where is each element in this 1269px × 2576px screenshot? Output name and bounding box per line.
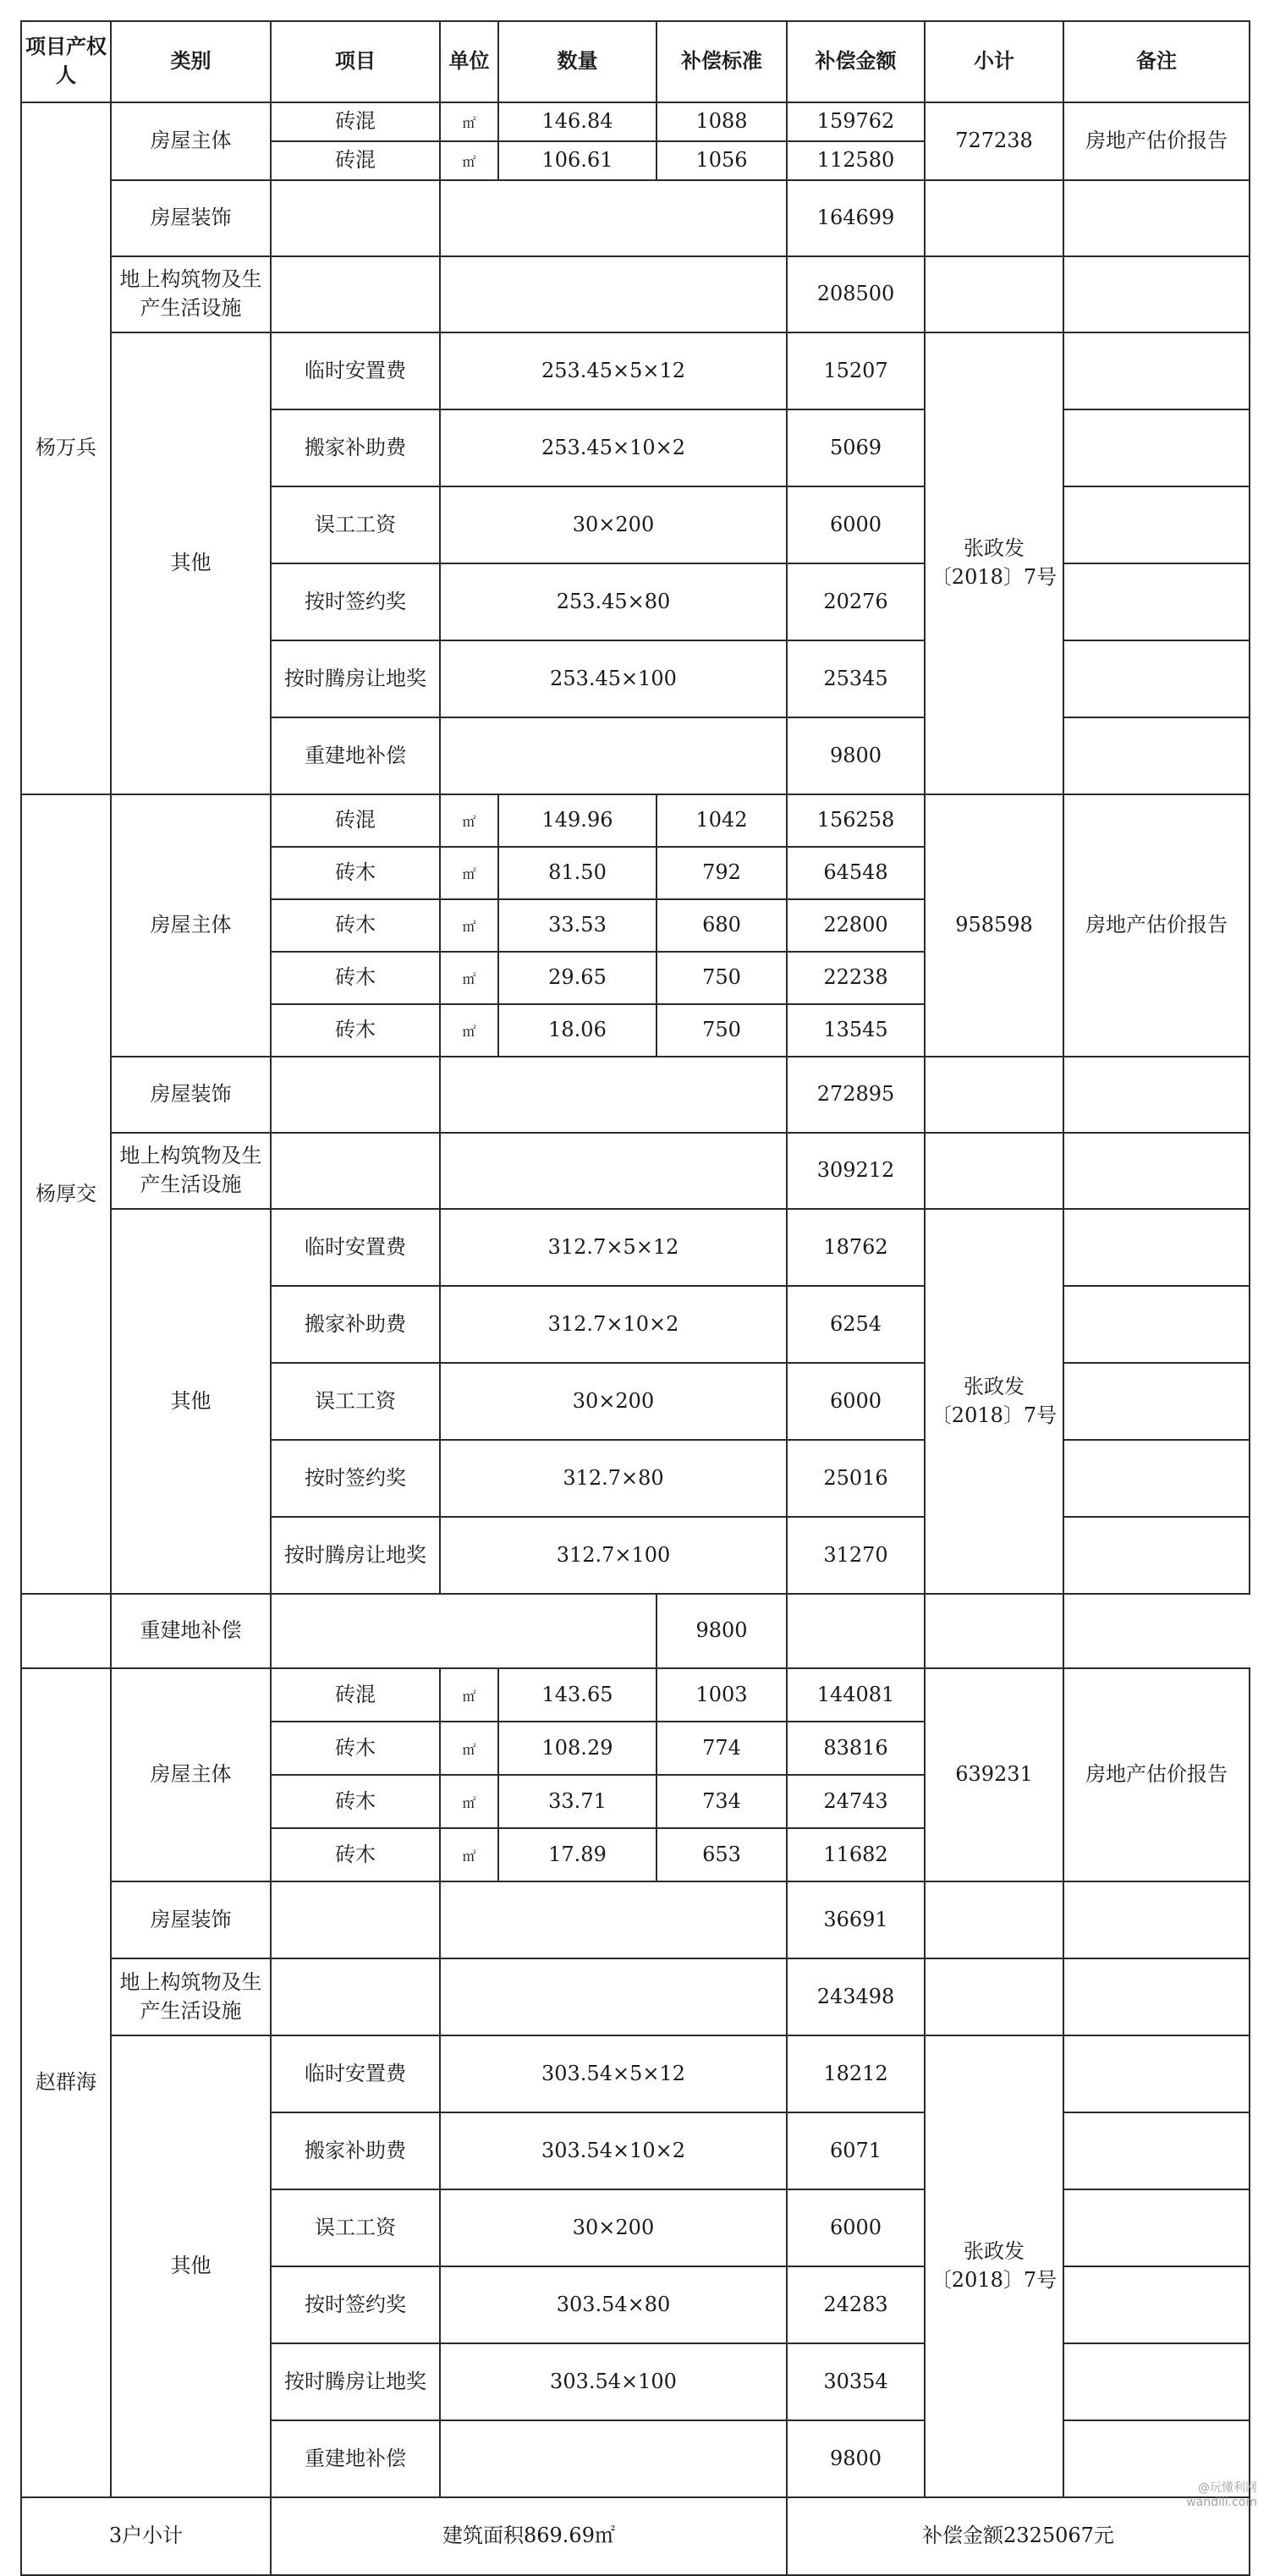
structure-type: 砖混: [271, 1668, 440, 1722]
structure-type: 砖混: [271, 102, 440, 141]
empty-cell: [271, 1958, 440, 2035]
quantity-cell: 33.71: [498, 1775, 656, 1828]
empty-cell: [271, 1133, 440, 1209]
header-row: [21, 21, 1250, 102]
standard-cell: 680: [656, 899, 787, 952]
table-row: [21, 1133, 1250, 1209]
remark-appraisal: 房地产估价报告: [1063, 102, 1250, 180]
structure-type: 砖木: [271, 1828, 440, 1881]
header-remark: 备注: [1063, 21, 1250, 102]
calc-cell: 303.54×10×2: [440, 2112, 787, 2189]
compensation-table: [20, 20, 1250, 2576]
quantity-cell: 33.53: [498, 899, 656, 952]
category-other: 其他: [111, 2035, 271, 2497]
empty-cell: [1063, 1133, 1250, 1209]
empty-cell: [1063, 180, 1250, 256]
calc-cell: 303.54×80: [440, 2266, 787, 2343]
amount-cell: 6000: [787, 1363, 925, 1440]
item-moving: 搬家补助费: [271, 1286, 440, 1363]
subtotal-policy: 张政发〔2018〕7号: [925, 1209, 1063, 1594]
table-row: [21, 1594, 1250, 1668]
empty-cell: [1063, 1363, 1250, 1440]
item-lost_wages: 误工工资: [271, 1363, 440, 1440]
table-row: [21, 1881, 1250, 1958]
empty-cell: [440, 1958, 787, 2035]
amount-cell: 6000: [787, 2189, 925, 2266]
empty-cell: [1063, 1440, 1250, 1517]
empty-cell: [1063, 1881, 1250, 1958]
empty-cell: [925, 1594, 1063, 1668]
unit-sqm: ㎡: [462, 919, 476, 936]
quantity-cell: 106.61: [498, 141, 656, 180]
amount-cell: 31270: [787, 1517, 925, 1594]
header-amount: 补偿金额: [787, 21, 925, 102]
quantity-cell: 143.65: [498, 1668, 656, 1722]
amount-cell: 156258: [787, 794, 925, 847]
empty-cell: [925, 1881, 1063, 1958]
unit-cell: [440, 794, 498, 847]
item-rebuild: 重建地补偿: [111, 1594, 271, 1668]
item-temp_resettle: 临时安置费: [271, 332, 440, 409]
unit-cell: [440, 1722, 498, 1775]
amount-cell: 9800: [656, 1594, 787, 1668]
empty-cell: [440, 1881, 787, 1958]
unit-sqm: ㎡: [462, 154, 476, 171]
empty-cell: [787, 1594, 925, 1668]
amount-cell: 13545: [787, 1004, 925, 1057]
unit-sqm: ㎡: [462, 1794, 476, 1811]
item-vacate_bonus: 按时腾房让地奖: [271, 640, 440, 717]
amount-cell: 9800: [787, 717, 925, 794]
empty-cell: [440, 1133, 787, 1209]
owner-name: 杨万兵: [21, 102, 111, 794]
item-sign_bonus: 按时签约奖: [271, 563, 440, 640]
amount-cell: 30354: [787, 2343, 925, 2420]
standard-cell: 792: [656, 847, 787, 899]
empty-cell: [271, 1881, 440, 1958]
subtotal-cell: 958598: [925, 794, 1063, 1057]
empty-cell: [271, 1057, 440, 1133]
header-unit: 单位: [440, 21, 498, 102]
category-house-main: 房屋主体: [111, 102, 271, 180]
calc-cell: 253.45×80: [440, 563, 787, 640]
unit-sqm: ㎡: [462, 1024, 476, 1041]
unit-sqm: ㎡: [462, 115, 476, 132]
calc-cell: [271, 1594, 656, 1668]
amount-cell: 83816: [787, 1722, 925, 1775]
amount-cell: 159762: [787, 102, 925, 141]
item-lost_wages: 误工工资: [271, 486, 440, 563]
amount-cell: 25016: [787, 1440, 925, 1517]
quantity-cell: 18.06: [498, 1004, 656, 1057]
quantity-cell: 81.50: [498, 847, 656, 899]
empty-cell: [1063, 2112, 1250, 2189]
amount-cell: 22238: [787, 952, 925, 1004]
amount-cell: 272895: [787, 1057, 925, 1133]
empty-cell: [1063, 2189, 1250, 2266]
owner-name: 赵群海: [21, 1668, 111, 2497]
watermark: [1186, 2481, 1257, 2510]
table-row: [21, 256, 1250, 332]
item-lost_wages: 误工工资: [271, 2189, 440, 2266]
quantity-cell: 146.84: [498, 102, 656, 141]
structure-type: 砖混: [271, 794, 440, 847]
amount-cell: 164699: [787, 180, 925, 256]
structure-type: 砖木: [271, 1004, 440, 1057]
item-temp_resettle: 临时安置费: [271, 1209, 440, 1286]
empty-cell: [1063, 2343, 1250, 2420]
item-sign_bonus: 按时签约奖: [271, 1440, 440, 1517]
item-moving: 搬家补助费: [271, 2112, 440, 2189]
calc-cell: 30×200: [440, 2189, 787, 2266]
item-vacate_bonus: 按时腾房让地奖: [271, 1517, 440, 1594]
standard-cell: 750: [656, 952, 787, 1004]
header-owner: 项目产权人: [21, 21, 111, 102]
amount-cell: 22800: [787, 899, 925, 952]
empty-cell: [271, 180, 440, 256]
standard-cell: 653: [656, 1828, 787, 1881]
category-decoration: 房屋装饰: [111, 1881, 271, 1958]
standard-cell: 1042: [656, 794, 787, 847]
standard-cell: 750: [656, 1004, 787, 1057]
item-sign_bonus: 按时签约奖: [271, 2266, 440, 2343]
unit-cell: [440, 141, 498, 180]
table-row: [21, 2035, 1250, 2112]
structure-type: 砖混: [271, 141, 440, 180]
category-structures: 地上构筑物及生产生活设施: [111, 1958, 271, 2035]
empty-cell: [925, 180, 1063, 256]
amount-cell: 11682: [787, 1828, 925, 1881]
table-row: [21, 332, 1250, 409]
subtotal-policy: 张政发〔2018〕7号: [925, 2035, 1063, 2497]
category-house-main: 房屋主体: [111, 794, 271, 1057]
standard-cell: 1056: [656, 141, 787, 180]
footer-area: 建筑面积869.69㎡: [271, 2497, 787, 2575]
category-other: 其他: [111, 1209, 271, 1594]
unit-sqm: ㎡: [462, 971, 476, 988]
empty-cell: [1063, 1057, 1250, 1133]
remark-appraisal: 房地产估价报告: [1063, 1668, 1250, 1881]
watermark-line2: wandili.com: [1186, 2496, 1257, 2510]
standard-cell: 774: [656, 1722, 787, 1775]
amount-cell: 18762: [787, 1209, 925, 1286]
empty-cell: [271, 256, 440, 332]
calc-cell: 303.54×5×12: [440, 2035, 787, 2112]
empty-cell: [1063, 2266, 1250, 2343]
quantity-cell: 17.89: [498, 1828, 656, 1881]
category-other: 其他: [111, 332, 271, 794]
empty-cell: [440, 256, 787, 332]
unit-cell: [440, 952, 498, 1004]
amount-cell: 208500: [787, 256, 925, 332]
item-vacate_bonus: 按时腾房让地奖: [271, 2343, 440, 2420]
calc-cell: 253.45×10×2: [440, 409, 787, 486]
table-row: [21, 180, 1250, 256]
watermark-line1: @玩懂利网: [1198, 2481, 1257, 2496]
item-rebuild: 重建地补偿: [271, 2420, 440, 2497]
unit-sqm: ㎡: [462, 1741, 476, 1758]
header-standard: 补偿标准: [656, 21, 787, 102]
empty-cell: [1063, 409, 1250, 486]
amount-cell: 6071: [787, 2112, 925, 2189]
amount-cell: 36691: [787, 1881, 925, 1958]
calc-cell: 312.7×80: [440, 1440, 787, 1517]
empty-cell: [1063, 332, 1250, 409]
standard-cell: 734: [656, 1775, 787, 1828]
empty-cell: [1063, 486, 1250, 563]
amount-cell: 243498: [787, 1958, 925, 2035]
empty-cell: [1063, 717, 1250, 794]
empty-cell: [1063, 2035, 1250, 2112]
amount-cell: 64548: [787, 847, 925, 899]
calc-cell: 30×200: [440, 1363, 787, 1440]
structure-type: 砖木: [271, 899, 440, 952]
amount-cell: 20276: [787, 563, 925, 640]
structure-type: 砖木: [271, 952, 440, 1004]
standard-cell: 1088: [656, 102, 787, 141]
unit-sqm: ㎡: [462, 1848, 476, 1865]
table-row: [21, 1209, 1250, 1286]
header-category: 类别: [111, 21, 271, 102]
amount-cell: 25345: [787, 640, 925, 717]
unit-sqm: ㎡: [462, 814, 476, 831]
amount-cell: 112580: [787, 141, 925, 180]
calc-cell: 312.7×100: [440, 1517, 787, 1594]
empty-cell: [440, 180, 787, 256]
empty-cell: [925, 1057, 1063, 1133]
empty-cell: [21, 1594, 111, 1668]
footer-row: [21, 2497, 1250, 2575]
calc-cell: [440, 717, 787, 794]
unit-cell: [440, 1828, 498, 1881]
empty-cell: [1063, 1517, 1250, 1594]
amount-cell: 144081: [787, 1668, 925, 1722]
item-rebuild: 重建地补偿: [271, 717, 440, 794]
standard-cell: 1003: [656, 1668, 787, 1722]
unit-cell: [440, 102, 498, 141]
amount-cell: 24743: [787, 1775, 925, 1828]
category-decoration: 房屋装饰: [111, 1057, 271, 1133]
unit-cell: [440, 1668, 498, 1722]
amount-cell: 9800: [787, 2420, 925, 2497]
amount-cell: 6000: [787, 486, 925, 563]
empty-cell: [1063, 1286, 1250, 1363]
category-structures: 地上构筑物及生产生活设施: [111, 256, 271, 332]
table-row: [21, 102, 1250, 141]
unit-sqm: ㎡: [462, 1688, 476, 1705]
quantity-cell: 108.29: [498, 1722, 656, 1775]
remark-appraisal: 房地产估价报告: [1063, 794, 1250, 1057]
table-row: [21, 1958, 1250, 2035]
amount-cell: 15207: [787, 332, 925, 409]
amount-cell: 5069: [787, 409, 925, 486]
header-subtotal: 小计: [925, 21, 1063, 102]
amount-cell: 309212: [787, 1133, 925, 1209]
quantity-cell: 149.96: [498, 794, 656, 847]
owner-name: 杨厚交: [21, 794, 111, 1594]
empty-cell: [925, 1133, 1063, 1209]
category-structures: 地上构筑物及生产生活设施: [111, 1133, 271, 1209]
amount-cell: 6254: [787, 1286, 925, 1363]
category-decoration: 房屋装饰: [111, 180, 271, 256]
unit-cell: [440, 847, 498, 899]
calc-cell: 303.54×100: [440, 2343, 787, 2420]
calc-cell: 312.7×5×12: [440, 1209, 787, 1286]
item-temp_resettle: 临时安置费: [271, 2035, 440, 2112]
structure-type: 砖木: [271, 847, 440, 899]
table-row: [21, 1057, 1250, 1133]
item-moving: 搬家补助费: [271, 409, 440, 486]
calc-cell: 253.45×100: [440, 640, 787, 717]
calc-cell: 30×200: [440, 486, 787, 563]
header-item: 项目: [271, 21, 440, 102]
calc-cell: [440, 2420, 787, 2497]
empty-cell: [1063, 640, 1250, 717]
subtotal-policy: 张政发〔2018〕7号: [925, 332, 1063, 794]
subtotal-cell: 639231: [925, 1668, 1063, 1881]
calc-cell: 253.45×5×12: [440, 332, 787, 409]
empty-cell: [925, 256, 1063, 332]
amount-cell: 24283: [787, 2266, 925, 2343]
quantity-cell: 29.65: [498, 952, 656, 1004]
empty-cell: [1063, 563, 1250, 640]
empty-cell: [1063, 256, 1250, 332]
footer-households: 3户小计: [21, 2497, 271, 2575]
empty-cell: [1063, 1209, 1250, 1286]
unit-sqm: ㎡: [462, 866, 476, 883]
amount-cell: 18212: [787, 2035, 925, 2112]
calc-cell: 312.7×10×2: [440, 1286, 787, 1363]
table-row: [21, 1668, 1250, 1722]
unit-cell: [440, 1004, 498, 1057]
structure-type: 砖木: [271, 1775, 440, 1828]
empty-cell: [440, 1057, 787, 1133]
structure-type: 砖木: [271, 1722, 440, 1775]
empty-cell: [1063, 1958, 1250, 2035]
header-quantity: 数量: [498, 21, 656, 102]
table-row: [21, 794, 1250, 847]
subtotal-cell: 727238: [925, 102, 1063, 180]
unit-cell: [440, 1775, 498, 1828]
empty-cell: [925, 1958, 1063, 2035]
footer-total: 补偿金额2325067元: [787, 2497, 1250, 2575]
unit-cell: [440, 899, 498, 952]
category-house-main: 房屋主体: [111, 1668, 271, 1881]
